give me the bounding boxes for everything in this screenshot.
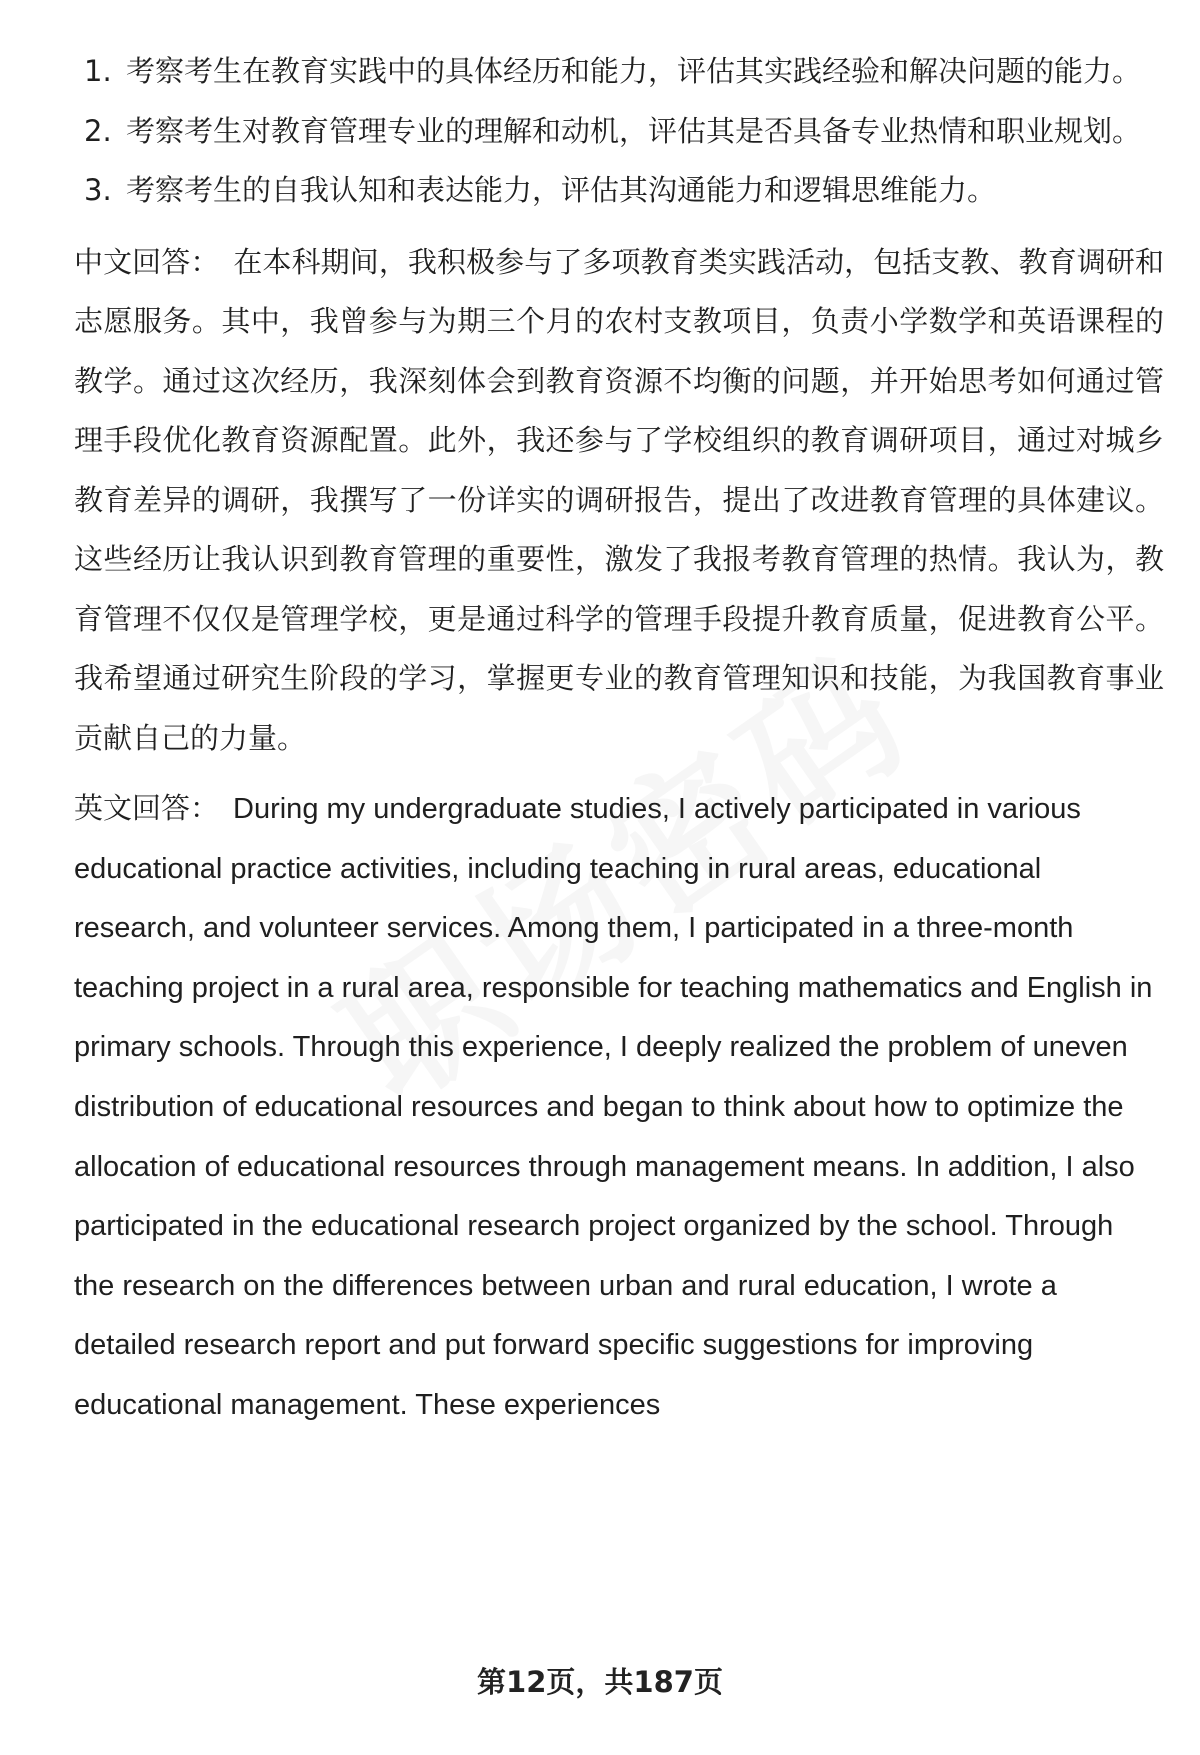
chinese-answer-label: 中文回答：: [74, 244, 220, 279]
english-answer-label: 英文回答：: [74, 793, 220, 825]
criteria-item: [74, 161, 1186, 221]
criteria-number: 3.: [84, 173, 112, 207]
page-content: [74, 42, 1164, 1436]
criteria-text: 考察考生对教育管理专业的理解和动机，评估其是否具备专业热情和职业规划。: [126, 113, 1142, 148]
page-number-footer: 第12页，共187页: [477, 1665, 723, 1699]
english-answer-text: During my undergraduate studies, I actively participated in various educational practice activities, including teaching in rural areas, educational research, and volunteer services. Among them, I participated in a three-month teaching project in a rural area, responsible for teaching mathematics and English in primary schools. Through this experience, I deeply realized the problem of uneven distribution of educational resources and began to think about how to optimize the allocation of educational resources through management means. In addition, I also participated in the educational research project organized by the school. Through the research on the differences between urban and rural education, I wrote a detailed research report and put forward specific suggestions for improving educational management. These experiences: [74, 793, 1153, 1421]
criteria-number: 1.: [84, 54, 112, 88]
criteria-item: [74, 102, 1186, 162]
criteria-item: [74, 42, 1186, 102]
chinese-answer-text: 在本科期间，我积极参与了多项教育类实践活动，包括支教、教育调研和志愿服务。其中，我曾参与为期三个月的农村支教项目，负责小学数学和英语课程的教学。通过这次经历，我深刻体会到教育资源不均衡的问题，并开始思考如何通过管理手段优化教育资源配置。此外，我还参与了学校组织的教育调研项目，通过对城乡教育差异的调研，我撰写了一份详实的调研报告，提出了改进教育管理的具体建议。这些经历让我认识到教育管理的重要性，激发了我报考教育管理的热情。我认为，教育管理不仅仅是管理学校，更是通过科学的管理手段提升教育质量，促进教育公平。我希望通过研究生阶段的学习，掌握更专业的教育管理知识和技能，为我国教育事业贡献自己的力量。: [74, 244, 1164, 755]
criteria-text: 考察考生的自我认知和表达能力，评估其沟通能力和逻辑思维能力。: [126, 173, 997, 207]
criteria-text: 考察考生在教育实践中的具体经历和能力，评估其实践经验和解决问题的能力。: [126, 54, 1142, 88]
criteria-number: 2.: [84, 113, 112, 148]
chinese-answer-paragraph: [74, 233, 1164, 769]
criteria-list: [74, 42, 1164, 221]
english-answer-paragraph: [74, 780, 1154, 1436]
